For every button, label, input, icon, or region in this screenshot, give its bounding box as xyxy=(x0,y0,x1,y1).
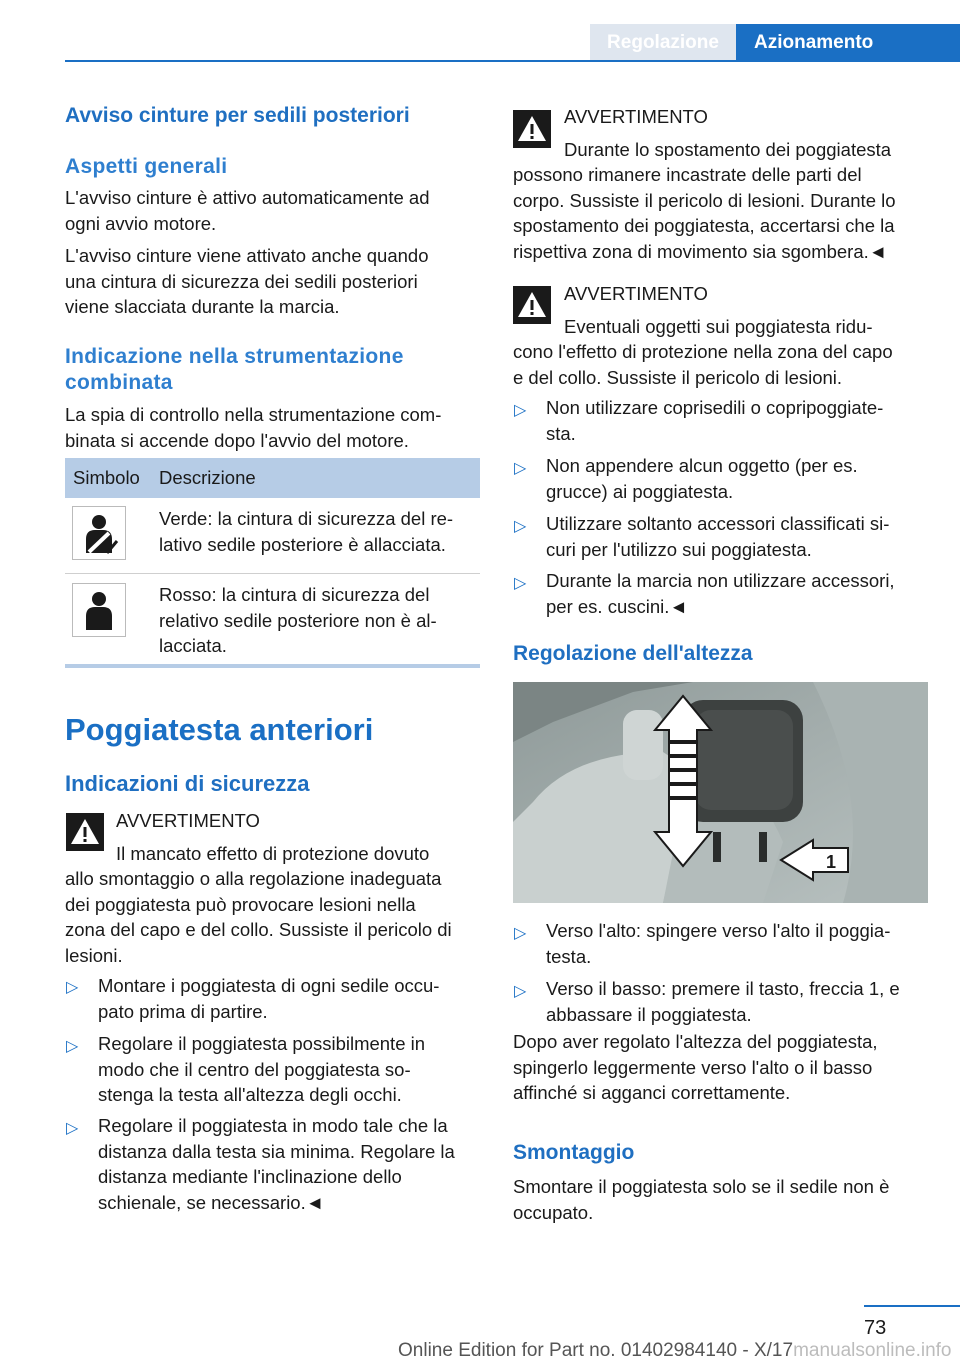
callout-number: 1 xyxy=(825,852,837,872)
list-item xyxy=(546,511,889,562)
tab-regolazione[interactable]: Regolazione xyxy=(590,24,736,62)
indication-title xyxy=(65,344,404,396)
list-item xyxy=(546,568,895,619)
text-line: modo che il centro del poggiatesta so- xyxy=(98,1058,411,1080)
text-line: possono rimanere incastrate delle parti del xyxy=(513,164,862,185)
text-line: Dopo aver regolato l'altezza del poggiatesta, xyxy=(513,1031,878,1052)
text-line: corpo. Sussiste il pericolo di lesioni. Durante lo xyxy=(513,189,896,211)
general-paragraph-1 xyxy=(65,185,429,236)
column-header-symbol: Simbolo xyxy=(73,467,140,488)
text-line: relativo sedile posteriore non è al- xyxy=(159,609,437,631)
list-item xyxy=(98,1031,425,1108)
text-line: Regolare il poggiatesta possibilmente in xyxy=(98,1033,426,1054)
warning-text xyxy=(65,866,452,968)
seatbelt-fastened-icon xyxy=(72,506,126,560)
text-line: Verso l'alto: spingere verso l'alto il poggia- xyxy=(546,920,891,941)
text-line: binata si accende dopo l'avvio del motore. xyxy=(65,429,409,451)
text-line: lesioni. xyxy=(65,944,123,966)
bullet-icon: ▷ xyxy=(66,1120,79,1137)
text-line: pato prima di partire. xyxy=(98,1000,268,1022)
text-line: zona del capo e del collo. Sussiste il pericolo di xyxy=(65,919,452,940)
text-line: curi per l'utilizzo sui poggiatesta. xyxy=(546,538,812,560)
warning-triangle-icon xyxy=(66,813,104,851)
warning-2-first-line: Eventuali oggetti sui poggiatesta ridu- xyxy=(564,316,873,337)
heading-line: Indicazione nella strumentazione xyxy=(65,345,404,368)
heading-line: combinata xyxy=(65,371,173,394)
footer-edition-text xyxy=(398,1340,952,1362)
seatbelt-unfastened-icon xyxy=(72,583,126,637)
warning-label: AVVERTIMENTO xyxy=(116,810,260,831)
list-item xyxy=(98,1113,455,1215)
text-line: Utilizzare soltanto accessori classificati si- xyxy=(546,513,890,534)
table-header xyxy=(65,458,480,498)
text-line: Regolare il poggiatesta in modo tale che la xyxy=(98,1115,448,1136)
list-item xyxy=(546,976,900,1027)
text-line: e del collo. Sussiste il pericolo di lesioni. xyxy=(513,366,843,388)
text-line: testa. xyxy=(546,945,592,967)
text-line: spostamento dei poggiatesta, accertarsi che la xyxy=(513,215,895,236)
text-line: L'avviso cinture viene attivato anche quando xyxy=(65,245,429,266)
bullet-icon: ▷ xyxy=(66,1038,79,1055)
warning-first-line: Il mancato effetto di protezione dovuto xyxy=(116,843,430,864)
text-line: cono l'effetto di protezione nella zona del capo xyxy=(513,341,893,362)
text-line: una cintura di sicurezza dei sedili posteriori xyxy=(65,270,418,292)
text-line: sta. xyxy=(546,422,576,444)
bullet-icon: ▷ xyxy=(66,979,79,996)
list-item xyxy=(546,453,858,504)
warning-1-text xyxy=(513,162,896,264)
text-line: lacciata. xyxy=(159,635,227,656)
footer-rule xyxy=(864,1305,960,1307)
warning-triangle-icon xyxy=(513,110,551,148)
page-number: 73 xyxy=(864,1317,887,1339)
text-line: abbassare il poggiatesta. xyxy=(546,1003,752,1025)
bullet-icon: ▷ xyxy=(514,575,527,592)
tab-azionamento[interactable]: Azionamento xyxy=(736,24,960,62)
bullet-icon: ▷ xyxy=(514,402,527,419)
text-line: Verde: la cintura di sicurezza del re- xyxy=(159,508,454,529)
edition-text: Online Edition for Part no. 01402984140 - X/17 xyxy=(398,1340,794,1361)
text-line: schienale, se necessario.◄ xyxy=(98,1191,325,1213)
table-bottom-rule xyxy=(65,664,480,668)
text-line: distanza dalla testa sia minima. Regolare la xyxy=(98,1140,455,1162)
warning-1-label: AVVERTIMENTO xyxy=(564,106,708,127)
text-line: viene slacciata durante la marcia. xyxy=(65,296,340,317)
table-row-2-description xyxy=(159,582,437,659)
text-line: occupato. xyxy=(513,1201,594,1223)
height-adjust-title: Regolazione dell'altezza xyxy=(513,642,753,665)
header-rule xyxy=(65,60,960,62)
bullet-icon: ▷ xyxy=(514,518,527,535)
indication-paragraph xyxy=(65,402,441,453)
removal-title: Smontaggio xyxy=(513,1141,635,1164)
warning-1-first-line: Durante lo spostamento dei poggiatesta xyxy=(564,139,892,160)
general-paragraph-2 xyxy=(65,243,429,320)
text-line: Non appendere alcun oggetto (per es. xyxy=(546,455,858,476)
table-row-divider xyxy=(65,573,480,574)
text-line: Rosso: la cintura di sicurezza del xyxy=(159,584,430,605)
text-line: L'avviso cinture è attivo automaticamente ad xyxy=(65,187,430,208)
warning-triangle-icon xyxy=(513,286,551,324)
text-line: distanza mediante l'inclinazione dello xyxy=(98,1166,402,1187)
section-title: Avviso cinture per sedili posteriori xyxy=(65,104,410,127)
warning-2-text xyxy=(513,339,893,390)
bullet-icon: ▷ xyxy=(514,925,527,942)
watermark-text: manualsonline.info xyxy=(793,1340,952,1361)
chapter-title: Poggiatesta anteriori xyxy=(65,712,374,747)
list-item xyxy=(546,395,883,446)
text-line: per es. cuscini.◄ xyxy=(546,595,688,617)
text-line: affinché si agganci correttamente. xyxy=(513,1082,791,1103)
text-line: rispettiva zona di movimento sia sgombera.◄ xyxy=(513,240,888,262)
text-line: La spia di controllo nella strumentazione com- xyxy=(65,404,442,425)
text-line: Verso il basso: premere il tasto, freccia 1, e xyxy=(546,978,900,999)
text-line: lativo sedile posteriore è allacciata. xyxy=(159,533,446,555)
warning-2-label: AVVERTIMENTO xyxy=(564,283,708,304)
list-item xyxy=(98,973,439,1024)
table-row-1-description xyxy=(159,506,453,557)
text-line: ogni avvio motore. xyxy=(65,212,217,234)
text-line: Montare i poggiatesta di ogni sedile occu- xyxy=(98,975,440,996)
text-line: grucce) ai poggiatesta. xyxy=(546,480,734,502)
bullet-icon: ▷ xyxy=(514,460,527,477)
text-line: spingerlo leggermente verso l'alto o il basso xyxy=(513,1056,873,1078)
safety-title: Indicazioni di sicurezza xyxy=(65,771,310,796)
height-paragraph xyxy=(513,1029,878,1106)
general-title: Aspetti generali xyxy=(65,155,228,178)
text-line: Smontare il poggiatesta solo se il sedile non è xyxy=(513,1176,890,1197)
text-line: dei poggiatesta può provocare lesioni nella xyxy=(65,893,416,915)
text-line: Non utilizzare coprisedili o copripoggiate- xyxy=(546,397,884,418)
text-line: stenga la testa all'altezza degli occhi. xyxy=(98,1084,402,1105)
text-line: allo smontaggio o alla regolazione inadeguata xyxy=(65,868,442,889)
bullet-icon: ▷ xyxy=(514,983,527,1000)
column-header-description: Descrizione xyxy=(159,467,256,488)
removal-paragraph xyxy=(513,1174,889,1225)
list-item xyxy=(546,918,890,969)
headrest-photo xyxy=(513,682,928,903)
text-line: Durante la marcia non utilizzare accessori, xyxy=(546,570,895,591)
